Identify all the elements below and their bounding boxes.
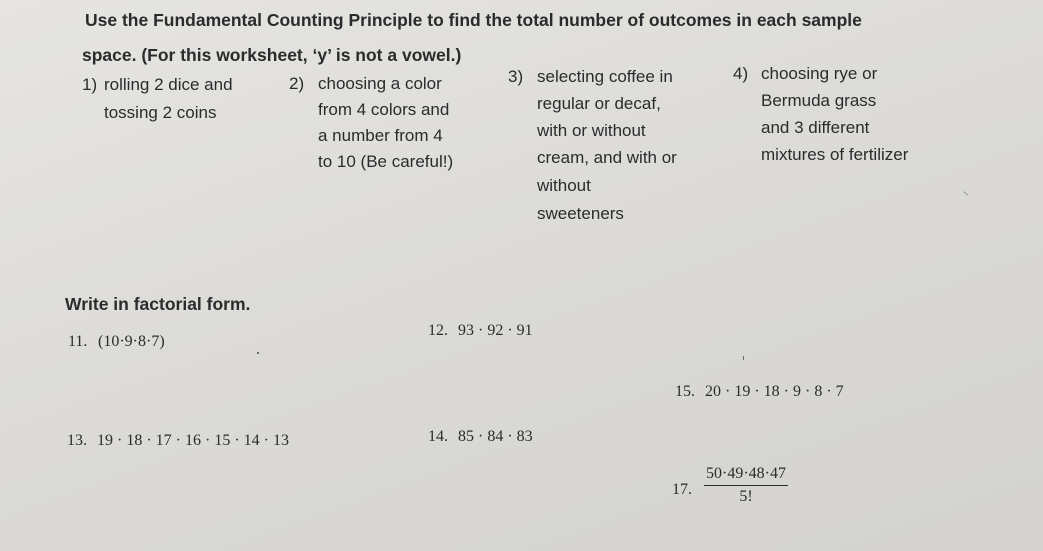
problem-text: cream, and with or [537, 148, 677, 167]
problem-text: and 3 different [761, 118, 870, 137]
exercise-expression: 20 · 19 · 18 · 9 · 8 · 7 [705, 383, 844, 400]
instructions-line-2: space. (For this worksheet, ‘y’ is not a vowel.) [82, 45, 462, 65]
stray-mark [743, 356, 744, 360]
problem-text: mixtures of fertilizer [761, 145, 909, 164]
problem-text: without [537, 176, 591, 195]
problem-text: from 4 colors and [318, 100, 450, 119]
problem-text: regular or decaf, [537, 94, 661, 113]
exercise-number: 14. [428, 428, 448, 445]
problem-text: rolling 2 dice and [104, 75, 233, 94]
exercise-number: 17. [672, 481, 692, 498]
exercise-expression: 19 · 18 · 17 · 16 · 15 · 14 · 13 [97, 432, 289, 449]
problem-text: with or without [537, 121, 646, 140]
problem-text: sweeteners [537, 204, 624, 223]
exercise-expression: (10·9·8·7) [98, 333, 165, 350]
problem-text: choosing a color [318, 74, 442, 93]
problem-text: choosing rye or [761, 64, 878, 83]
fraction [704, 465, 788, 506]
fraction-denominator: 5! [739, 488, 753, 505]
stray-mark [963, 191, 968, 196]
problem-text: to 10 (Be careful!) [318, 152, 454, 171]
section-heading: Write in factorial form. [65, 294, 251, 314]
fraction-numerator: 50·49·48·47 [704, 465, 788, 486]
stray-mark [257, 352, 259, 354]
problem-text: Bermuda grass [761, 91, 877, 110]
problem-number: 3) [508, 67, 524, 86]
problem-text: tossing 2 coins [104, 103, 217, 122]
instructions-line-1: Use the Fundamental Counting Principle to find the total number of outcomes in each sample [85, 10, 862, 30]
problem-number: 2) [289, 74, 305, 93]
exercise-expression: 93 · 92 · 91 [458, 322, 533, 339]
problem-text: a number from 4 [318, 126, 443, 145]
exercise-number: 11. [68, 333, 88, 350]
problem-number: 1) [82, 75, 98, 94]
problem-number: 4) [733, 64, 749, 83]
exercise-expression: 85 · 84 · 83 [458, 428, 533, 445]
exercise-number: 15. [675, 383, 695, 400]
exercise-number: 12. [428, 322, 448, 339]
problem-text: selecting coffee in [537, 67, 673, 86]
exercise-number: 13. [67, 432, 87, 449]
